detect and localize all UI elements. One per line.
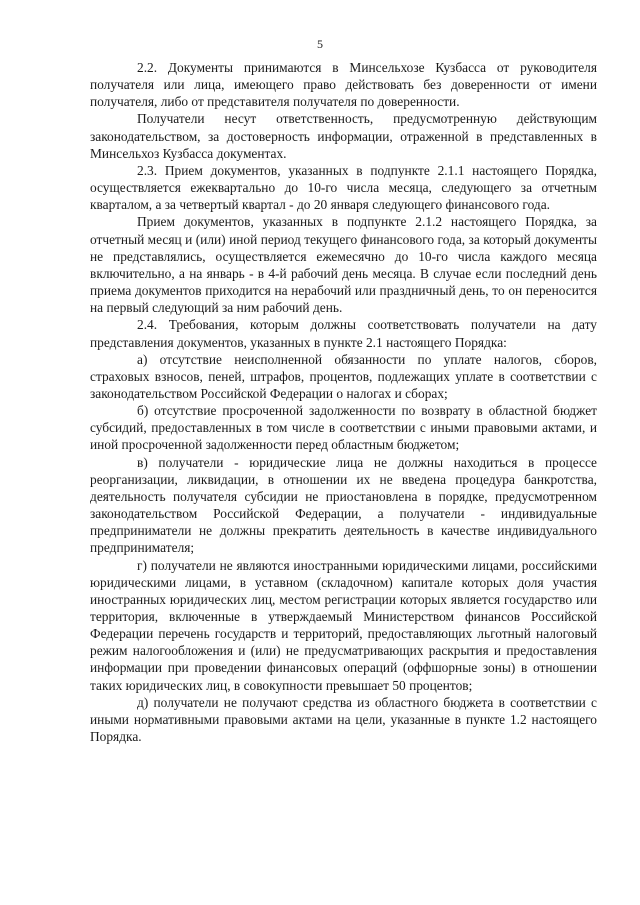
list-item-v: в) получатели - юридические лица не должны находиться в процессе реорганизации, ликвидации, в отношении их не введена процедура банкротства, деятельность получателя субсидии не приостановлена в порядке, предусмотренном законодательством Российской Федерации, а получатели - индивидуальные предприниматели не должны прекратить деятельность в качестве индивидуального предпринимателя; (90, 454, 597, 556)
paragraph-monthly-acceptance: Прием документов, указанных в подпункте 2.1.2 настоящего Порядка, за отчетный месяц и (или) иной период текущего финансового года, за который документы не представлялись, осуществляется ежемесячно до 10-го числа каждого месяца включительно, а на январь - в 4-й рабочий день месяца. В случае если последний день приема документов приходится на нерабочий или праздничный день, то он переносится на первый следующий за ним рабочий день. (90, 214, 597, 316)
document-body (90, 59, 597, 745)
list-item-g: г) получатели не являются иностранными юридическими лицами, российскими юридическими лицами, в уставном (складочном) капитале которых доля участия иностранных юридических лиц, местом регистрации которых является государство или территория, включенные в утверждаемый Министерством финансов Российской Федерации перечень государств и территорий, предоставляющих льготный налоговый режим налогообложения и (или) не предусматривающих раскрытия и предоставления информации при проведении финансовых операций (оффшорные зоны) в отношении таких юридических лиц, в совокупности превышает 50 процентов; (90, 557, 597, 693)
paragraph-2-3: 2.3. Прием документов, указанных в подпункте 2.1.1 настоящего Порядка, осуществляется ежеквартально до 10-го числа месяца, следующего за отчетным кварталом, а за четвертый квартал - до 20 января следующего финансового года. (90, 162, 597, 213)
paragraph-responsibility: Получатели несут ответственность, предусмотренную действующим законодательством, за достоверность информации, отраженной в представленных в Минсельхоз Кузбасса документах. (90, 111, 597, 161)
list-item-b: б) отсутствие просроченной задолженности по возврату в областной бюджет субсидий, предоставленных в том числе в соответствии с иными правовыми актами, и иной просроченной задолженности перед областным бюджетом; (90, 403, 597, 453)
list-item-a: а) отсутствие неисполненной обязанности по уплате налогов, сборов, страховых взносов, пеней, штрафов, процентов, подлежащих уплате в соответствии с законодательством Российской Федерации о налогах и сборах; (90, 351, 597, 401)
paragraph-2-2: 2.2. Документы принимаются в Минсельхозе Кузбасса от руководителя получателя или лица, имеющего право действовать без доверенности от имени получателя, либо от представителя получателя по доверенности. (90, 60, 597, 110)
list-item-d: д) получатели не получают средства из областного бюджета в соответствии с иными нормативными правовыми актами на цели, указанные в пункте 1.2 настоящего Порядка. (90, 694, 597, 745)
paragraph-2-4: 2.4. Требования, которым должны соответствовать получатели на дату представления документов, указанных в пункте 2.1 настоящего Порядка: (90, 317, 597, 350)
page-number: 5 (317, 37, 323, 51)
